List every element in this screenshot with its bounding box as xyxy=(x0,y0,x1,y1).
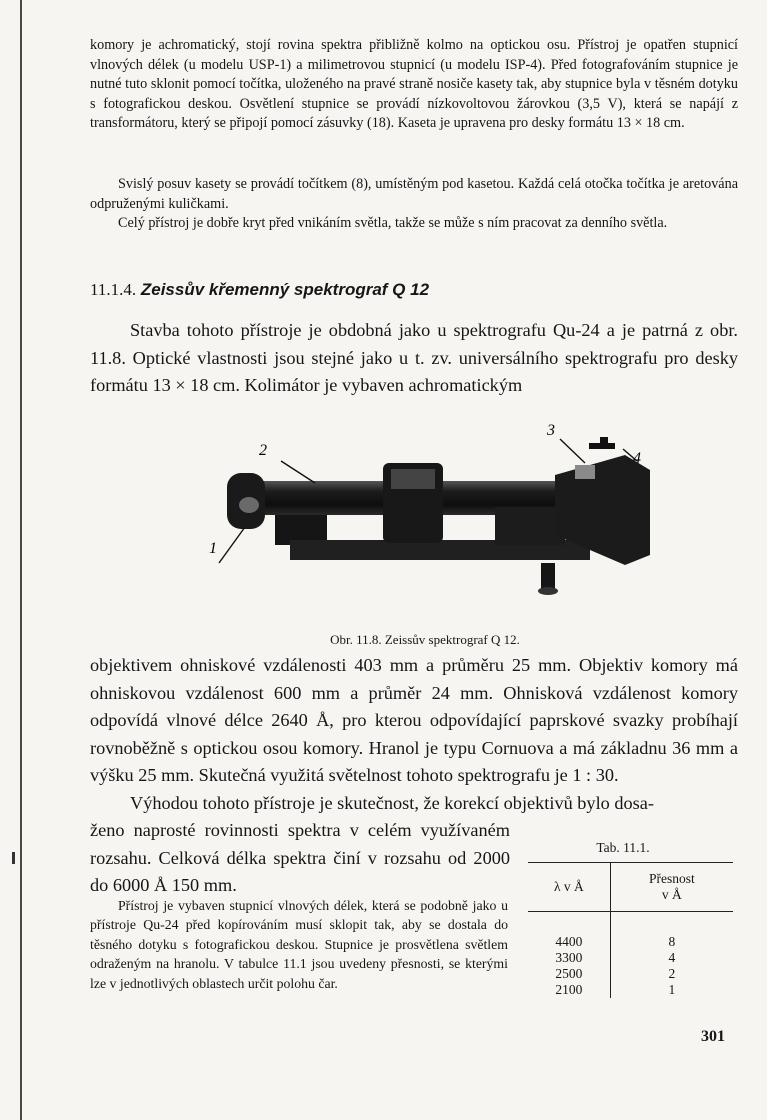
cell-precision: 1 xyxy=(668,982,676,997)
scan-margin-line xyxy=(20,0,22,1120)
column-header-precision-line1: Přesnost xyxy=(648,871,695,886)
precision-table xyxy=(528,862,733,998)
callout-4: 4 xyxy=(633,450,641,467)
page-number: 301 xyxy=(701,1028,725,1045)
cell-precision: 8 xyxy=(668,934,676,949)
cell-wavelength: 2500 xyxy=(528,966,610,982)
cell-wavelength: 3300 xyxy=(528,950,610,966)
table-row xyxy=(528,982,733,998)
paragraph-cassette-shift: Svislý posuv kasety se provádí točítkem (8), umístěným pod kasetou. Každá celá otočka točítka je aretována odpruženými kuličkami. xyxy=(90,176,738,212)
callout-3: 3 xyxy=(547,422,555,439)
paragraph-camera-scale: komory je achromatický, stojí rovina spektra přibližně kolmo na optickou osu. Přístroj je opatřen stupnicí vlnových délek (u modelu USP-1) a milimetrovou stupnicí (u modelu ISP-4). Před fotografováním stupnice je nutné tuto sklonit pomocí točítka, uloženého na pravé straně nosiče kasety tak, aby stupnice byla v těsném dotyku s fotografickou deskou. Osvětlení stupnice se provádí nízkovoltovou žárovkou (3,5 V), která se napájí z transformátoru, který se připojí pomocí zásuvky (18). Kaseta je upravena pro desky formátu 13 × 18 cm. xyxy=(90,37,738,131)
cell-wavelength: 2100 xyxy=(528,982,610,998)
paragraph-intro: Stavba tohoto přístroje je obdobná jako u spektrografu Qu-24 a je patrná z obr. 11.8. Optické vlastnosti jsou stejné jako u t. zv. universálního spektrografu pro desky formátu 13 × 18 cm. Kolimátor je vybaven achromatickým xyxy=(90,320,738,395)
paragraph-advantage-line: Výhodou tohoto přístroje je skutečnost, že korekcí objektivů bylo dosa- xyxy=(130,793,654,813)
column-header-wavelength: λ v Å xyxy=(528,863,610,912)
cell-wavelength: 4400 xyxy=(528,912,610,951)
column-header-precision-line2: v Å xyxy=(661,887,682,902)
paragraph-wavelength-scale: Přístroj je vybaven stupnicí vlnových délek, která se podobně jako u přístroje Qu-24 před kopírováním musí sklopit tak, aby se dostala do těsného dotyku s fotografickou deskou. Stupnice je prosvětlena světlem odraženým na hranolu. V tabulce 11.1 jsou uvedeny přesnosti, se kterými lze v jednotlivých oblastech určit polohu čar. xyxy=(90,898,508,991)
table-header-row xyxy=(528,863,733,912)
spectrograph-figure xyxy=(205,415,680,615)
section-heading xyxy=(90,280,429,300)
table-row xyxy=(528,950,733,966)
cell-precision: 4 xyxy=(668,950,676,965)
cell-precision: 2 xyxy=(668,966,676,981)
paragraph-light-protection: Celý přístroj je dobře kryt před vnikáním světla, takže se může s ním pracovat za denního světla. xyxy=(118,215,668,231)
figure-caption: Obr. 11.8. Zeissův spektrograf Q 12. xyxy=(330,632,520,647)
column-header-precision xyxy=(610,863,733,912)
section-number: 11.1.4. xyxy=(90,280,137,299)
scan-margin-mark xyxy=(12,852,15,864)
paragraph-objective: objektivem ohniskové vzdálenosti 403 mm a průměru 25 mm. Objektiv komory má ohniskovou vzdálenost 600 mm a průměr 24 mm. Ohnisková vzdálenost komory odpovídá vlnové délce 2640 Å, pro kterou odpovídající paprskové svazky probíhají rovnoběžně s optickou osou komory. Hranol je typu Cornuova a má základnu 36 mm a výšku 25 mm. Skutečná využitá světelnost tohoto spektrografu je 1 : 30. xyxy=(90,655,738,785)
callout-2: 2 xyxy=(259,442,267,459)
table-row xyxy=(528,966,733,982)
callout-1: 1 xyxy=(209,540,217,557)
table-row xyxy=(528,912,733,951)
camera-support xyxy=(495,507,565,545)
paragraph-advantage-continued: ženo naprosté rovinnosti spektra v celém využívaném rozsahu. Celková délka spektra činí v rozsahu od 2000 do 6000 Å 150 mm. xyxy=(90,820,510,895)
table-title: Tab. 11.1. xyxy=(596,840,650,855)
section-title: Zeissův křemenný spektrograf Q 12 xyxy=(140,280,430,299)
